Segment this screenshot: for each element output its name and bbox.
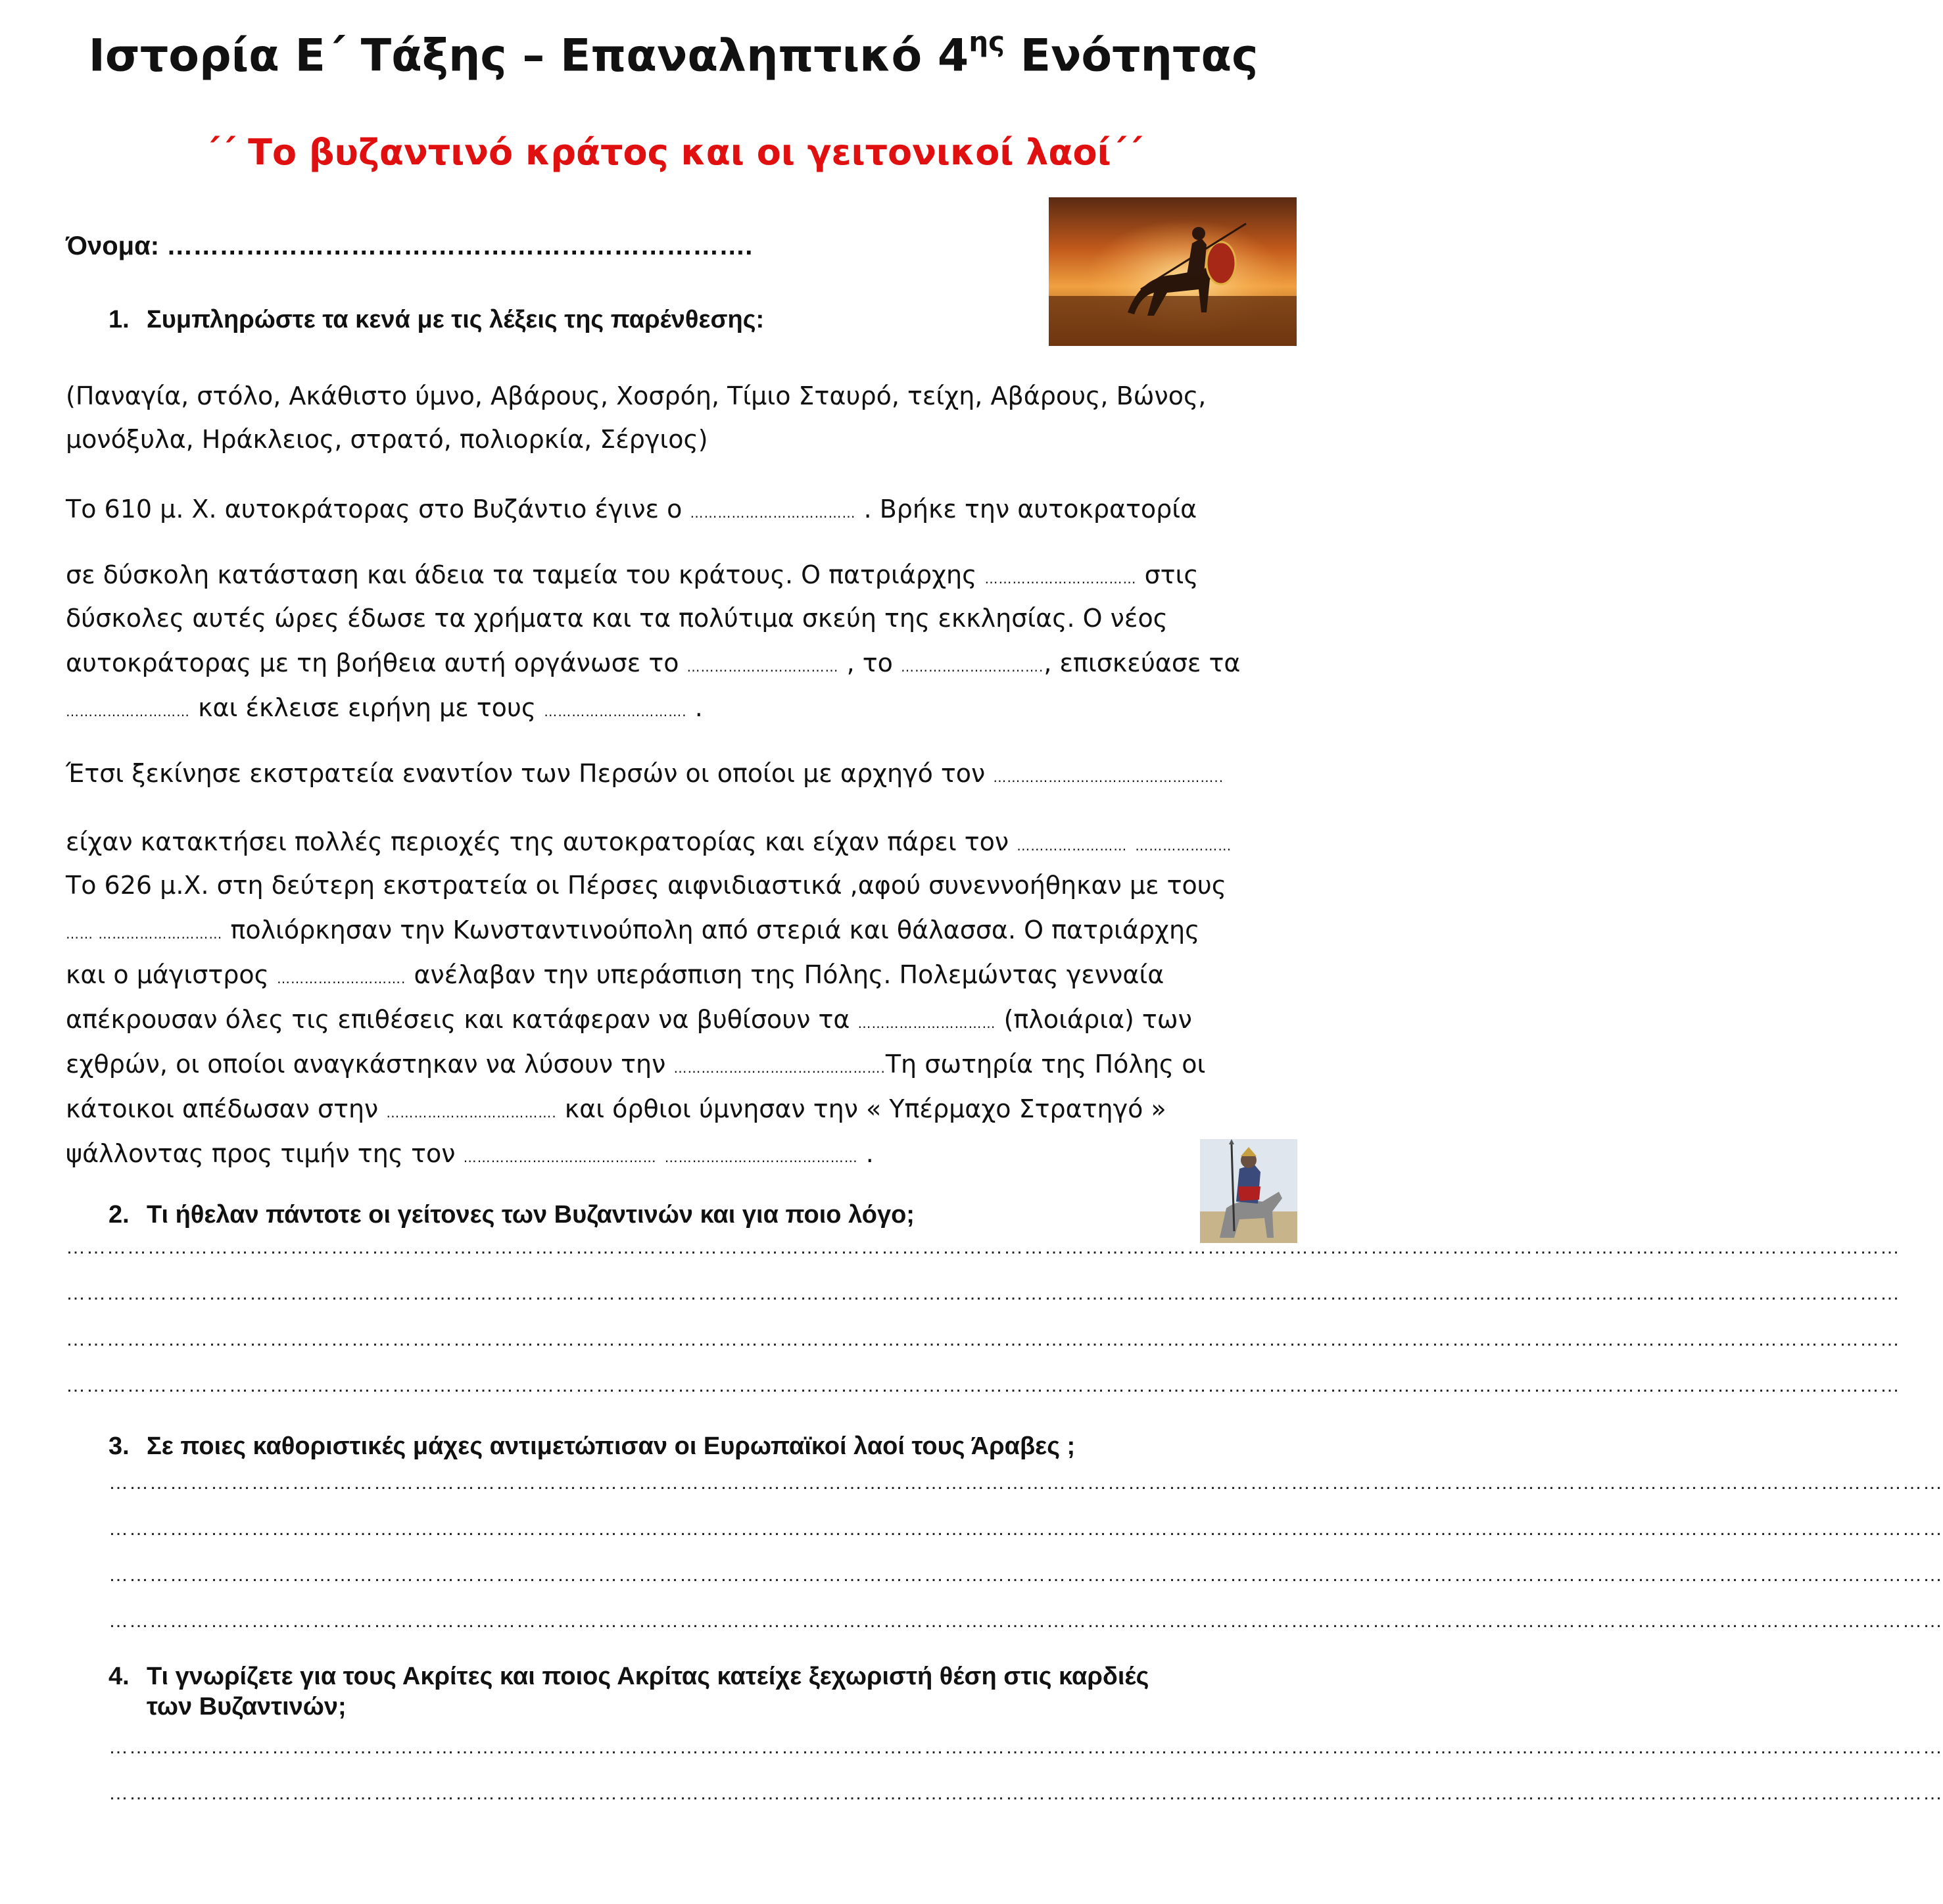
name-label: Όνομα: bbox=[66, 232, 160, 260]
fill-line: εχθρών, οι οποίοι αναγκάστηκαν να λύσουν την ……………………………………….Τη σωτηρία της Πόλης οι bbox=[66, 1050, 1206, 1079]
blank-field[interactable]: …… bbox=[66, 926, 99, 942]
fill-line: είχαν κατακτήσει πολλές περιοχές της αυτοκρατορίας και είχαν πάρει τον …………………… ………………… bbox=[66, 827, 1232, 856]
fill-line: αυτοκράτορας με τη βοήθεια αυτή οργάνωσε το …………………………… , το …………………………., επισκεύασε τα bbox=[66, 648, 1241, 677]
fill-line: Το 610 μ. Χ. αυτοκράτορας στο Βυζάντιο έγινε ο ……………………………… . Βρήκε την αυτοκρατορία bbox=[66, 495, 1197, 524]
blank-field[interactable]: ……………………… bbox=[98, 926, 223, 942]
blank-field[interactable]: …………………………. bbox=[901, 659, 1044, 675]
answer-line[interactable]: ……………………………………………………………………………………………………………………………………………………………………………………………………………………………………………… bbox=[66, 1236, 1900, 1258]
answer-line[interactable]: ……………………………………………………………………………………………………………………………………………………………………………………………………………………………………………… bbox=[66, 1375, 1900, 1396]
blank-field[interactable]: ………………………………………….. bbox=[993, 769, 1224, 785]
blank-field[interactable]: ……………………………… bbox=[690, 505, 856, 521]
question-3-number: 3. bbox=[108, 1432, 130, 1460]
blank-field[interactable]: …………………………………… bbox=[463, 1150, 657, 1165]
fill-line: κάτοικοι απέδωσαν στην ………………………………. και όρθιοι ύμνησαν την « Υπέρμαχο Στρατηγό » bbox=[66, 1094, 1166, 1123]
question-1 bbox=[108, 306, 764, 334]
question-1-number: 1. bbox=[108, 306, 130, 333]
word-bank-line-1: (Παναγία, στόλο, Ακάθιστο ύμνο, Αβάρους, Χοσρόη, Τίμιο Σταυρό, τείχη, Αβάρους, Βώνος, bbox=[66, 381, 1207, 410]
question-4 bbox=[108, 1663, 1149, 1691]
question-3 bbox=[108, 1432, 1075, 1461]
fill-line: Το 626 μ.Χ. στη δεύτερη εκστρατεία οι Πέρσες αιφνιδιαστικά ,αφού συνεννοήθηκαν με τους bbox=[66, 871, 1227, 900]
blank-field[interactable]: ………………………………………. bbox=[673, 1060, 886, 1076]
answer-line[interactable]: ……………………………………………………………………………………………………………………………………………………………………………………………………………………………………………… bbox=[108, 1518, 1943, 1540]
arab-warrior-image bbox=[1200, 1139, 1297, 1243]
question-4-prompt-line-2: των Βυζαντινών; bbox=[147, 1693, 347, 1721]
question-4-prompt-line-1: Τι γνωρίζετε για τους Ακρίτες και ποιος Ακρίτας κατείχε ξεχωριστή θέση στις καρδιές bbox=[147, 1663, 1149, 1690]
fill-line: Έτσι ξεκίνησε εκστρατεία εναντίον των Περσών οι οποίοι με αρχηγό τον ………………………………………….. bbox=[66, 759, 1224, 788]
blank-field[interactable]: …………………………… bbox=[686, 659, 839, 675]
title-superscript: ης bbox=[969, 26, 1005, 58]
question-2-number: 2. bbox=[108, 1201, 130, 1229]
fill-line: ψάλλοντας προς τιμήν της τον …………………………………… …………………………………… . bbox=[66, 1139, 874, 1168]
fill-line: σε δύσκολη κατάσταση και άδεια τα ταμεία του κράτους. Ο πατριάρχης …………………………… στις bbox=[66, 560, 1199, 589]
answer-line[interactable]: ……………………………………………………………………………………………………………………………………………………………………………………………………………………………………………… bbox=[108, 1564, 1943, 1586]
blank-field[interactable]: ………………………… bbox=[857, 1015, 996, 1031]
question-2-prompt: Τι ήθελαν πάντοτε οι γείτονες των Βυζαντινών και για ποιο λόγο; bbox=[147, 1201, 915, 1229]
fill-line: δύσκολες αυτές ώρες έδωσε τα χρήματα και τα πολύτιμα σκεύη της εκκλησίας. Ο νέος bbox=[66, 604, 1168, 633]
fill-line: και ο μάγιστρος ………………………. ανέλαβαν την υπεράσπιση της Πόλης. Πολεμώντας γενναία bbox=[66, 960, 1164, 989]
blank-field[interactable]: ……………………… bbox=[66, 704, 190, 720]
answer-line[interactable]: ……………………………………………………………………………………………………………………………………………………………………………………………………………………………………………… bbox=[108, 1736, 1943, 1758]
question-1-prompt: Συμπληρώστε τα κενά με τις λέξεις της παρένθεσης: bbox=[147, 306, 765, 333]
fill-line: …… ……………………… πολιόρκησαν την Κωνσταντινούπολη από στεριά και θάλασσα. Ο πατριάρχης bbox=[66, 915, 1200, 944]
name-field[interactable] bbox=[66, 232, 752, 261]
question-2 bbox=[108, 1201, 915, 1229]
blank-field[interactable]: …………………… bbox=[1017, 838, 1128, 854]
blank-field[interactable]: ………………………………. bbox=[386, 1105, 557, 1121]
answer-line[interactable]: ……………………………………………………………………………………………………………………………………………………………………………………………………………………………………………… bbox=[108, 1782, 1943, 1804]
page-subtitle: ΄΄ Το βυζαντινό κράτος και οι γειτονικοί λαοί΄΄ bbox=[204, 132, 1143, 173]
fill-line: ……………………… και έκλεισε ειρήνη με τους …………………………. . bbox=[66, 693, 703, 722]
question-3-prompt: Σε ποιες καθοριστικές μάχες αντιμετώπισαν οι Ευρωπαϊκοί λαοί τους Άραβες ; bbox=[147, 1432, 1076, 1460]
answer-line[interactable]: ……………………………………………………………………………………………………………………………………………………………………………………………………………………………………………… bbox=[66, 1329, 1900, 1350]
blank-field[interactable]: …………………………. bbox=[544, 704, 687, 720]
page-title: Ιστορία Ε΄ Τάξης – Επαναληπτικό $4^{\eta\varsigma}$ Ενότητας bbox=[88, 26, 1259, 82]
name-dots: …………………………………………………………. bbox=[166, 232, 753, 260]
answer-line[interactable]: ……………………………………………………………………………………………………………………………………………………………………………………………………………………………………………… bbox=[108, 1610, 1943, 1632]
word-bank-line-2: μονόξυλα, Ηράκλειος, στρατό, πολιορκία, Σέργιος) bbox=[66, 425, 708, 454]
blank-field[interactable]: ………………………. bbox=[277, 971, 406, 987]
question-4-number: 4. bbox=[108, 1663, 130, 1690]
answer-line[interactable]: ……………………………………………………………………………………………………………………………………………………………………………………………………………………………………………… bbox=[108, 1472, 1943, 1494]
fill-line: απέκρουσαν όλες τις επιθέσεις και κατάφεραν να βυθίσουν τα ………………………… (πλοιάρια) των bbox=[66, 1005, 1192, 1034]
byzantine-horseman-image bbox=[1049, 197, 1297, 346]
blank-field[interactable]: …………………………… bbox=[984, 571, 1137, 587]
answer-line[interactable]: ……………………………………………………………………………………………………………………………………………………………………………………………………………………………………………… bbox=[66, 1282, 1900, 1304]
blank-field[interactable]: …………………………………… bbox=[664, 1150, 858, 1165]
blank-field[interactable]: ………………… bbox=[1135, 838, 1232, 854]
